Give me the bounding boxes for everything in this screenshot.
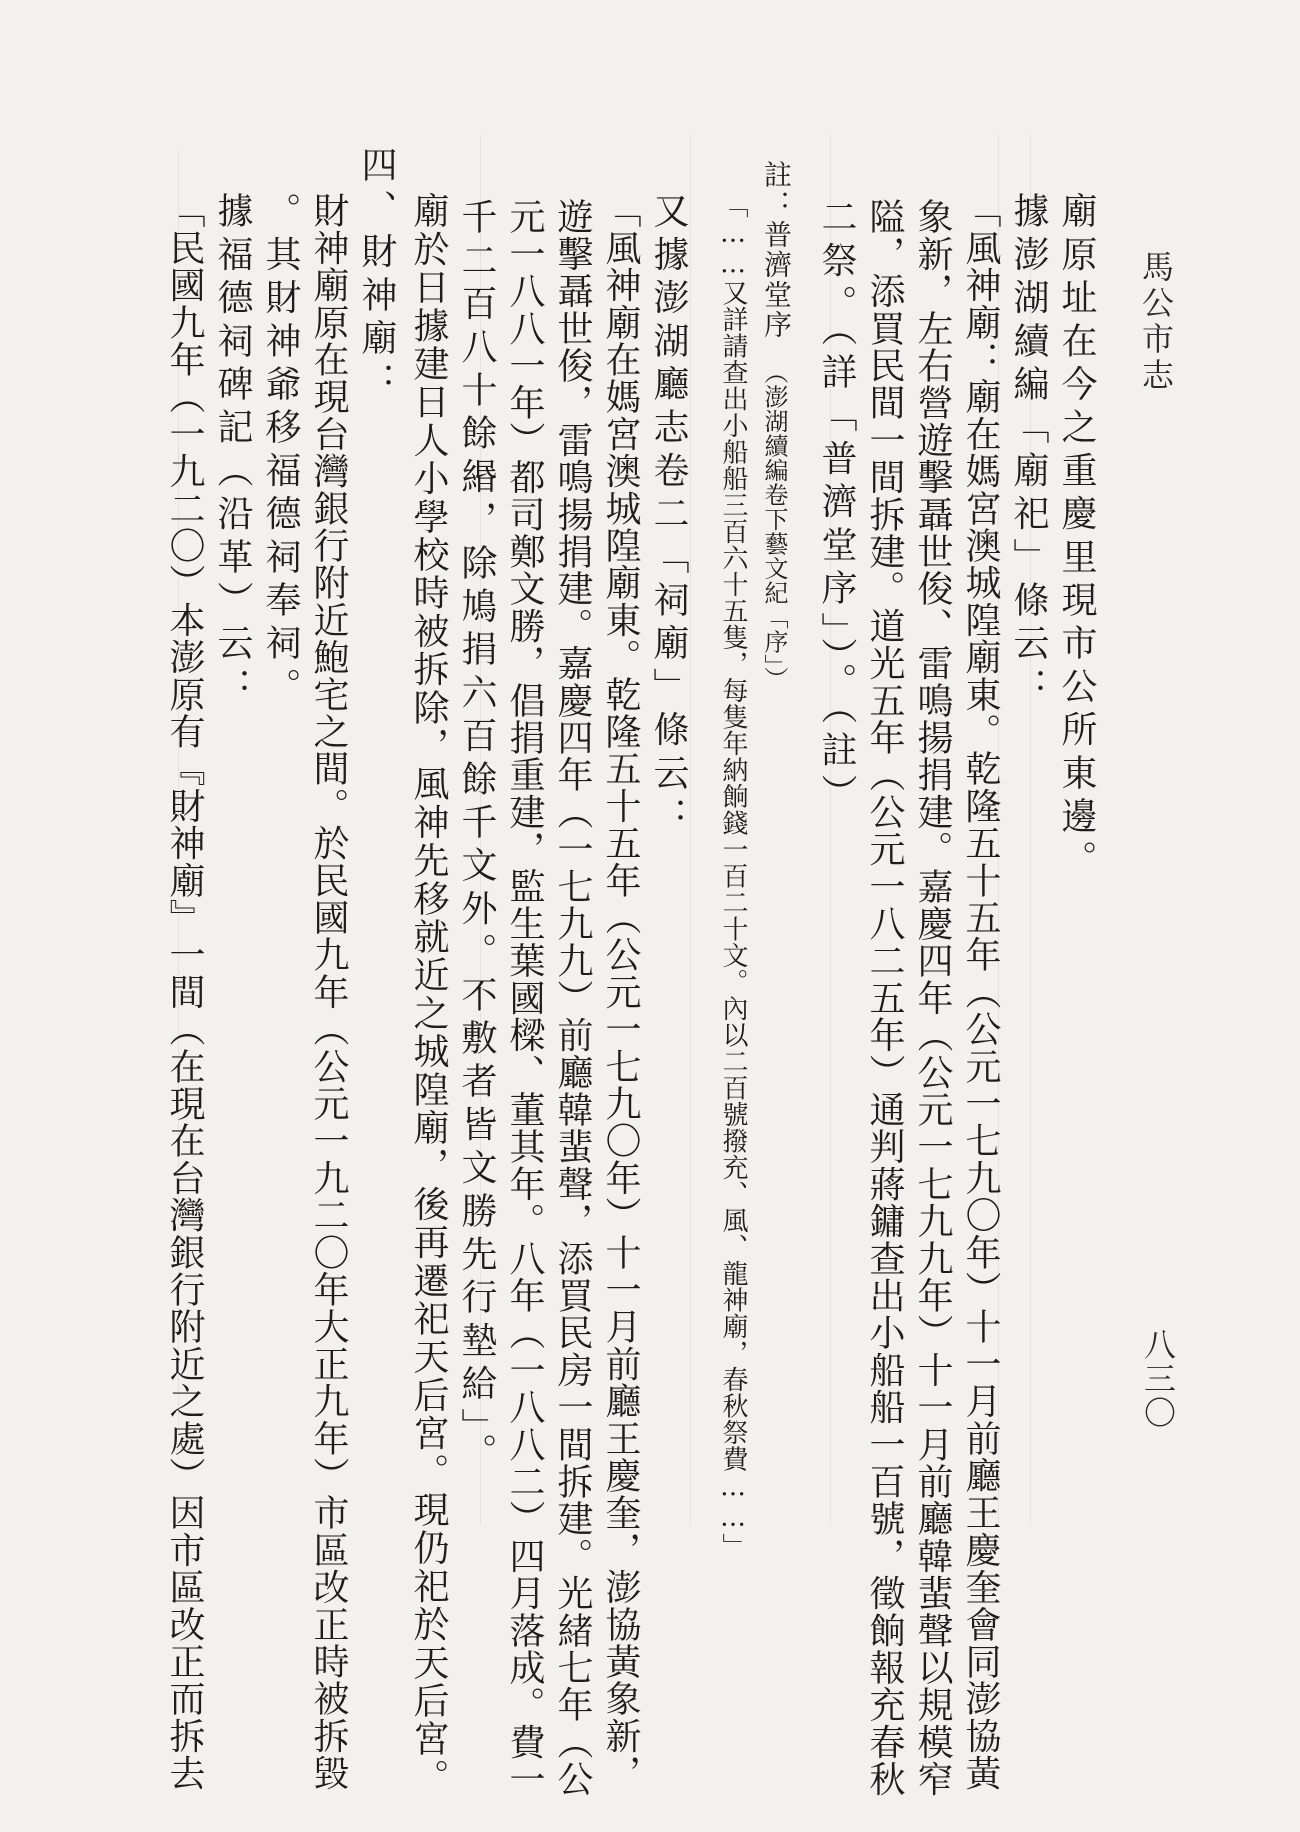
body-line: 「風神廟在媽宮澳城隍廟東。乾隆五十五年（公元一七九〇年）十一月前廳王慶奎，澎協黃象新，: [600, 192, 641, 1792]
body-line: 二祭。（詳「普濟堂序」）。（註）: [816, 198, 857, 818]
body-line: 據澎湖續編「廟祀」條云：: [1008, 192, 1049, 711]
body-line: 廟於日據建日人小學校時被拆除，風神先移就近之城隍廟，後再遷祀天后宮。現仍祀於天后宮。: [408, 192, 449, 1797]
bleed-line: [690, 135, 691, 1525]
body-line: 「民國九年（一九二〇）本澎原有『財神廟』一間（在現在台灣銀行附近之處）因市區改正而拆去: [164, 192, 205, 1792]
note-label: 註：普濟堂序: [760, 160, 793, 340]
body-line: 據福德祠碑記（沿革）云：: [212, 192, 253, 711]
body-line: 元一八八一年）都司鄭文勝，倡捐重建，監生葉國樑、董其年。八年（一八八二）四月落成。費一: [504, 198, 545, 1798]
body-line: 廟原址在今之重慶里現市公所東邊。: [1056, 192, 1097, 884]
body-line: 財神廟原在現台灣銀行附近鮑宅之間。於民國九年（公元一九二〇年大正九年）市區改正時被拆毀: [308, 192, 349, 1792]
running-header-title: 馬公市志: [1137, 250, 1175, 394]
body-line: 隘，添買民間一間拆建。道光五年（公元一八二五年）通判蔣鏞查出小船船一百號，徵餉報充春秋: [864, 198, 905, 1798]
note-source: （澎湖續編卷下藝文紀「序」）: [760, 360, 788, 691]
body-line: 「風神廟：廟在媽宮澳城隍廟東。乾隆五十五年（公元一七九〇年）十一月前廳王慶奎會同澎協黃: [960, 192, 1001, 1792]
body-line: 。其財神爺移福德祠奉祠。: [260, 192, 301, 711]
body-line: 千二百八十餘緡，除鳩捐六百餘千文外。不敷者皆文勝先行墊給」。: [456, 198, 497, 1476]
body-line: 象新，左右營遊擊聶世俊、雷鳴揚捐建。嘉慶四年（公元一七九九年）十一月前廳韓蜚聲以規模窄: [912, 198, 953, 1798]
body-line: 又據澎湖廳志卷二「祠廟」條云：: [648, 192, 689, 840]
note-text: 「……又詳請查出小船船三百六十五隻，每隻年納餉錢一百二十文。內以二百號撥充、風、龍神廟，春秋祭費……」: [718, 192, 748, 1560]
body-line: 遊擊聶世俊，雷鳴揚捐建。嘉慶四年（一七九九）前廳韓蜚聲，添買民房一間拆建。光緒七年（公: [552, 198, 593, 1798]
page-number: 八三〇: [1139, 1328, 1177, 1430]
section-heading: 四、財神廟：: [356, 146, 397, 406]
